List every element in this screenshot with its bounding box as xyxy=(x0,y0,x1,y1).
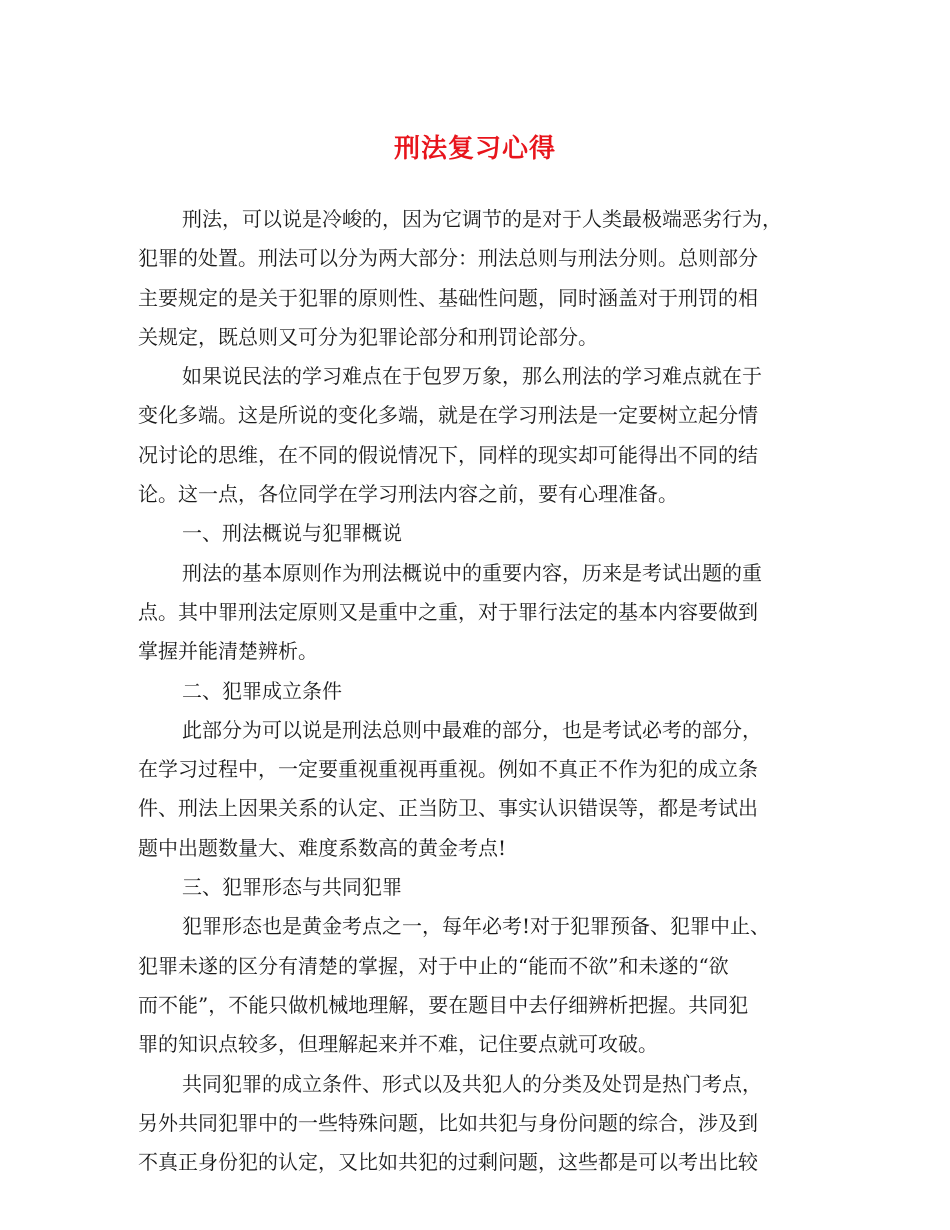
text-line: 况讨论的思维，在不同的假说情况下，同样的现实却可能得出不同的结 xyxy=(138,442,758,467)
text-line: 刑法，可以说是冷峻的，因为它调节的是对于人类最极端恶劣行为， xyxy=(182,207,782,231)
text-line: 论。这一点，各位同学在学习刑法内容之前，要有心理准备。 xyxy=(138,482,678,507)
text-line: 变化多端。这是所说的变化多端，就是在学习刑法是一定要树立起分情 xyxy=(138,403,758,428)
text-line: 二、犯罪成立条件 xyxy=(182,678,342,703)
text-line: 犯罪未遂的区分有清楚的掌握，对于中止的“能而不欲”和未遂的“欲 xyxy=(138,953,729,978)
text-line: 犯罪的处置。刑法可以分为两大部分：刑法总则与刑法分则。总则部分 xyxy=(138,246,758,271)
text-line: 点。其中罪刑法定原则又是重中之重，对于罪行法定的基本内容要做到 xyxy=(138,599,758,624)
text-line: 不真正身份犯的认定，又比如共犯的过剩问题，这些都是可以考出比较 xyxy=(138,1150,758,1175)
document-title: 刑法复习心得 xyxy=(393,134,556,164)
text-line: 在学习过程中，一定要重视重视再重视。例如不真正不作为犯的成立条 xyxy=(138,757,758,782)
text-line: 关规定，既总则又可分为犯罪论部分和刑罚论部分。 xyxy=(138,324,598,349)
text-line: 犯罪形态也是黄金考点之一，每年必考!对于犯罪预备、犯罪中止、 xyxy=(182,914,771,939)
text-line: 刑法的基本原则作为刑法概说中的重要内容，历来是考试出题的重 xyxy=(182,560,762,585)
text-line: 而不能”，不能只做机械地理解，要在题目中去仔细辨析把握。共同犯 xyxy=(138,992,749,1017)
text-line: 罪的知识点较多，但理解起来并不难，记住要点就可攻破。 xyxy=(138,1032,658,1057)
text-line: 题中出题数量大、难度系数高的黄金考点! xyxy=(138,835,507,860)
text-line: 如果说民法的学习难点在于包罗万象，那么刑法的学习难点就在于 xyxy=(182,364,762,389)
text-line: 掌握并能清楚辨析。 xyxy=(138,639,318,664)
text-line: 此部分为可以说是刑法总则中最难的部分，也是考试必考的部分， xyxy=(182,717,762,742)
text-line: 件、刑法上因果关系的认定、正当防卫、事实认识错误等，都是考试出 xyxy=(138,796,758,821)
text-line: 另外共同犯罪中的一些特殊问题，比如共犯与身份问题的综合，涉及到 xyxy=(138,1110,758,1135)
text-line: 共同犯罪的成立条件、形式以及共犯人的分类及处罚是热门考点， xyxy=(182,1071,762,1096)
text-line: 三、犯罪形态与共同犯罪 xyxy=(182,875,402,900)
text-line: 主要规定的是关于犯罪的原则性、基础性问题，同时涵盖对于刑罚的相 xyxy=(138,285,758,310)
text-line: 一、刑法概说与犯罪概说 xyxy=(182,521,402,546)
document-body xyxy=(138,200,828,1182)
